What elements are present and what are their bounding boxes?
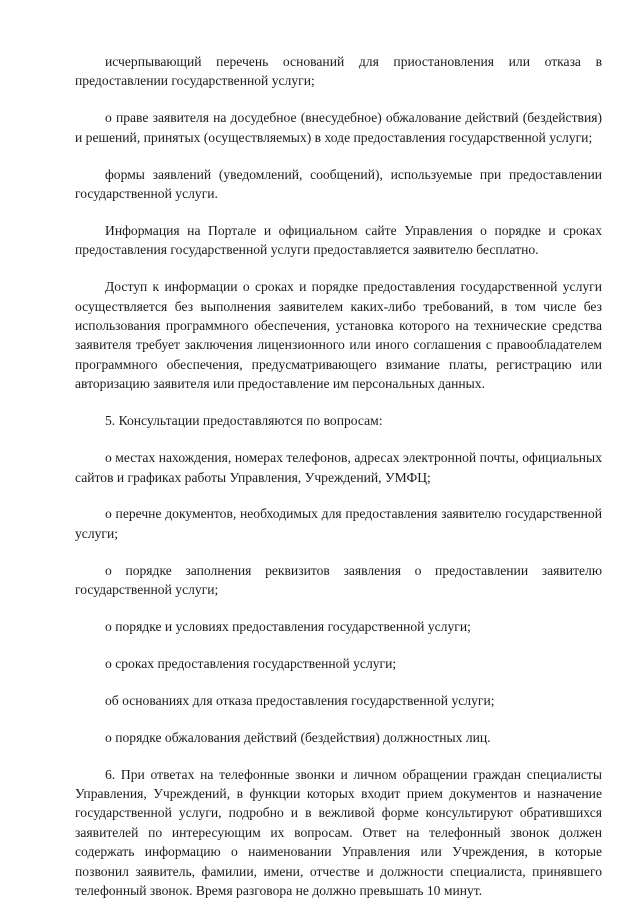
paragraph-topic-conditions: о порядке и условиях предоставления государственной услуги; (105, 619, 471, 635)
paragraph-topic-filling-details: о порядке заполнения реквизитов заявления о предоставлении заявителю государственной услуги; (75, 562, 602, 598)
paragraph-free-information: Информация на Портале и официальном сайте Управления о порядке и сроках предоставления государственной услуги предоставляется заявителю бесплатно. (75, 222, 602, 258)
paragraph-consultation-topics-heading: 5. Консультации предоставляются по вопросам: (105, 413, 383, 429)
paragraph-grounds-for-refusal: исчерпывающий перечень оснований для приостановления или отказа в предоставлении государственной услуги; (75, 54, 602, 89)
paragraph-phone-consultations: 6. При ответах на телефонные звонки и личном обращении граждан специалисты Управления, Учреждений, в функции которых входит прием документов и назначение государственной услуги, подробно и в вежливой форме консультируют обратившихся заявителей по интересующим их вопросам. Ответ на телефонный звонок должен содержать информацию о наименовании Управления или Учреждения, в которые позвонил заявитель, фамилии, имени, отчестве и должности специалиста, принявшего телефонный звонок. Время разговора не должно превышать 10 минут. (75, 766, 602, 899)
document-page (75, 52, 602, 918)
paragraph-topic-terms: о сроках предоставления государственной услуги; (105, 655, 397, 671)
paragraph-topic-documents: о перечне документов, необходимых для предоставления заявителю государственной услуги; (75, 506, 602, 541)
paragraph-topic-locations: о местах нахождения, номерах телефонов, адресах электронной почты, официальных сайтов и графиках работы Управления, Учреждений, УМФЦ; (75, 450, 602, 485)
paragraph-right-to-appeal: о праве заявителя на досудебное (внесудебное) обжалование действий (бездействия) и решений, принятых (осуществляемых) в ходе предоставления государственной услуги; (75, 110, 602, 145)
paragraph-topic-appeal-procedure: о порядке обжалования действий (бездействия) должностных лиц. (105, 729, 491, 745)
paragraph-topic-refusal-grounds: об основаниях для отказа предоставления государственной услуги; (105, 692, 495, 708)
paragraph-access-to-information: Доступ к информации о сроках и порядке предоставления государственной услуги осуществляется без выполнения заявителем каких-либо требований, в том числе без использования программного обеспечения, установка которого на технические средства заявителя требует заключения лицензионного или иного соглашения с правообладателем программного обеспечения, предусматривающего взимание платы, регистрацию или авторизацию заявителя или предоставление им персональных данных. (75, 279, 602, 392)
paragraph-application-forms: формы заявлений (уведомлений, сообщений), используемые при предоставлении государственной услуги. (75, 166, 602, 202)
